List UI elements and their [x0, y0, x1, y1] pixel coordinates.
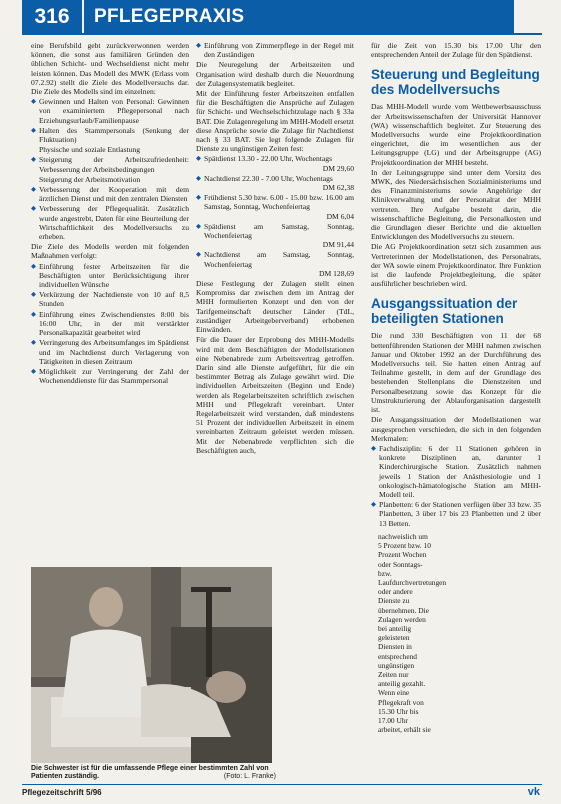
photo-caption [31, 765, 276, 782]
pay-amount: DM 128,69 [318, 268, 354, 278]
col2-paragraph: Für die Dauer der Erprobung des MHH-Modells wird mit dem Beschäftigten der Modellstationen eine Nebenabrede zum Arbeitsvertrag getroffen. Darin sind alle Dienste aufgeführt, für die ein bestimmter Betrag als Zulage gewährt wird. Die individuellen Arbeitszeiten (Beginn und Ende) werden als Regelarbeitszeiten schriftlich zwischen MHH und Pflegekraft vereinbart. Unter Regelarbeitszeit wird verstanden, daß mindestens 51 Prozent der individuellen Arbeitszeit in einem vereinbarten Zeitraum geleistet werden müssen. Mit der Nebenabrede verpflichten sich die Beschäftigten auch, [196, 335, 354, 455]
list-item: ◆ Verbesserung der Pflegequalität. Zusätzlich wurde angestrebt, Daten für eine Beurteilung der Wirtschaftlichkeit des Modellversuchs zu erheben. [31, 204, 189, 241]
journal-name: Pflegezeitschrift 5/96 [22, 788, 102, 797]
pay-item [196, 174, 354, 192]
column-3 [371, 41, 541, 791]
pay-amount: DM 29,60 [322, 163, 354, 173]
header-rule [22, 33, 542, 35]
pay-amount-row [204, 269, 354, 278]
photo-illustration [31, 567, 272, 763]
col1-sub-item: Physische und soziale Entlastung [39, 145, 141, 155]
col3-paragraph: Das MHH-Modell wurde vom Wettbewerbsausschuss der Arbeitswissenschaften der Universität Hannover (WA) wissenschaftlich begleitet. Zur Steuerung des Modellversuchs wurde eine Projektkoordination eingerichtet, die im wesentlichen aus der Leitungsgruppe (LG) und der Arbeitsgruppe (AG) Projektkoordination der MHH besteht. [371, 102, 541, 167]
pay-amount-row [204, 240, 354, 249]
col3-paragraph: Die rund 330 Beschäftigten von 11 der 68 bettenführenden Stationen der MHH nahmen zwischen Januar und Oktober 1992 an der Durchführung des Modellversuchs teil. Sie hatten einen Antrag auf Teilnahme gestellt, in dem auf der Grundlage des bestehenden Stellenplans die Dienstzeiten und Personalbesetzung sowie das Konzept für die Umstrukturierung der Ablauforganisation dargestellt ist. [371, 331, 541, 415]
pay-amount-row [204, 183, 354, 192]
list-item: ◆ Planbetten: 6 der Stationen verfügen über 33 bzw. 35 Planbetten, 3 über 17 bis 23 Planbetten und 2 über 13 Betten. [371, 500, 541, 528]
col1-goal-list-3 [31, 185, 189, 241]
page-footer [22, 784, 542, 801]
list-item: ◆ Einführung fester Arbeitszeiten für die Beschäftigten unter Berücksichtigung ihrer individuellen Wünsche [31, 262, 189, 290]
col3-paragraph: In der Leitungsgruppe sind unter dem Vorsitz des MWK, des Niedersächsischen Sozialministeriums und des Finanzministeriums sowie Angehörige der Klinikverwaltung und der Personalrat der MHH vertreten. Ihre Aufgabe besteht darin, die wissenschaftliche Begleitung, die Personalkosten und die Grundlagen dieser Berichte und die aktuellen Entwicklungen des Modellversuchs zu steuern. [371, 167, 541, 242]
col2-paragraph: Die Neuregelung der Arbeitszeiten und Organisation wird deshalb durch die Neuordnung der Zulagensystematik begleitet. [196, 60, 354, 88]
col1-intro: eine Berufsbild gebt zurückverwonnen werden können, die sonst aus familiären Gründen den üblichen Schicht- und Wechseldienst nicht mehr leisten können. Das Modell des MWK (Erlass vom 07.2.92) stellt die Ziele des Modellversuchs dar. Die Ziele des Modells sind im einzelnen: [31, 41, 189, 97]
pay-list [196, 154, 354, 278]
pay-amount: DM 91,44 [322, 240, 354, 250]
photo-credit: (Foto: L. Franke) [223, 773, 276, 781]
list-item: ◆ Einführung eines Zwischendienstes 8:00 bis 16:00 Uhr, in der mit verstärkter Personalkapazität gearbeitet wird [31, 310, 189, 338]
col1-goal-list-2 [31, 155, 189, 173]
pay-item [196, 154, 354, 172]
pay-item [196, 193, 354, 221]
pay-amount-row [204, 212, 354, 221]
list-item: ◆ Steigerung der Arbeitszufriedenheit: Verbesserung der Arbeitsbedingungen [31, 155, 189, 173]
page-header [0, 0, 561, 33]
list-item: ◆ Gewinnen und Halten von Personal: Gewinnen von examiniertem Pflegepersonal nach Erziehungsurlaub/Familienpause [31, 97, 189, 125]
section-title: PFLEGEPRAXIS [84, 0, 514, 33]
col1-sub-item: Steigerung der Arbeitsmotivation [39, 174, 141, 184]
pay-amount: DM 6,04 [326, 211, 354, 221]
col2-paragraph: Mit der Einführung fester Arbeitszeiten entfallen für die Beschäftigten die Ansprüche auf Zulagen für Schicht- und Wechselschichtzulage nach § 33a BAT. Die Zulagenregelung im MHH-Modell ersetzt diese Ansprüche sowie die Zulage für Nachtdienst nach § 33 BAT. Sie legt folgende Zulagen für Dienste zu ungünstigen Zeiten fest: [196, 89, 354, 154]
column-2 [196, 41, 354, 530]
page-number: 316 [22, 0, 82, 33]
list-item: ◆ Halten des Stammpersonals (Senkung der Fluktuation) [31, 126, 189, 144]
pay-label: Spätdienst 13.30 - 22.00 Uhr, Wochentags [204, 154, 333, 164]
list-item: ◆ Einführung von Zimmerpflege in der Regel mit den Zuständigen [196, 41, 354, 59]
col3-paragraph: Die Ausgangssituation der Modellstationen war ausgesprochen verschieden, die sich in den folgenden Merkmalen: [371, 415, 541, 443]
pay-item [196, 250, 354, 278]
column-1 [31, 41, 189, 560]
pay-amount: DM 62,38 [322, 183, 354, 193]
col3-intro: für die Zeit von 15.30 bis 17.00 Uhr den entsprechenden Anteil der Zulage für den Spätdienst. [371, 41, 541, 60]
caption-text: Die Schwester ist für die umfassende Pflege einer bestimmten Zahl von Patienten zuständig. [31, 765, 269, 781]
col2b-text: nachweislich um 5 Prozent bzw. 10 Prozent Wochen oder Sonntags- bzw. Laufdurchvertretungen oder andere Dienste zu übernehmen. Die Zulagen werden bei anteilig geleisteten Diensten in entsprechend ungünstigen Zeiten nur anteilig gezahlt. Wenn eine Pflegekraft von 15.30 Uhr bis 17.00 Uhr arbeitet, erhält sie [378, 532, 447, 735]
col2-paragraph: Diese Festlegung der Zulagen stellt einen Kompromiss dar zwischen dem im Antrag der MHH formulierten Konzept und den von der Tarifgemeinschaft deutscher Länder (TdL, zuständiger Arbeitgeberverband) erhobenen Einwänden. [196, 279, 354, 335]
col2-bullet-list [196, 41, 354, 59]
list-item: ◆ Verringerung des Arbeitsumfanges im Spätdienst und im Nachtdienst durch Verlagerung von Tätigkeiten in diesen Zeitraum [31, 338, 189, 366]
col3-paragraph: Die AG Projektkoordination setzt sich zusammen aus Vertreterinnen der Modellstationen, des Personalrats, der WA sowie einem Projektkoordinator. Ihre Funktion ist die laufende Projektbegleitung, die später ausführlicher beschrieben wird. [371, 242, 541, 289]
list-item: ◆ Verkürzung der Nachtdienste von 10 auf 8,5 Stunden [31, 290, 189, 308]
pay-amount-row [204, 164, 354, 173]
list-item: ◆ Möglichkeit zur Verringerung der Zahl der Wochenenddienste für das Stammpersonal [31, 367, 189, 385]
subheading-ausgangssituation: Ausgangssituation der beteiligten Stationen [371, 296, 518, 327]
subheading-steuerung: Steuerung und Begleitung des Modellversuchs [371, 67, 540, 98]
pay-label: Frühdienst 5.30 bzw. 6.00 - 15.00 bzw. 16.00 am Samstag, Sonntag, Wochenfeiertag [204, 193, 354, 212]
col1-goal-list [31, 97, 189, 144]
list-item: ◆ Fachdisziplin: 6 der 11 Stationen gehören in konkrete Disziplinen an, darunter 1 Kinderchirurgische Station. Zusätzlich nahmen jeweils 1 Station der Anästhesiologie und 1 onkologisch-hämatologische Station am MHH-Modell teil. [371, 444, 541, 499]
pay-label: Nachtdienst 22.30 - 7.00 Uhr, Wochentags [204, 173, 333, 183]
col1-goals-intro: Die Ziele des Modells werden mit folgenden Maßnahmen verfolgt: [31, 242, 189, 261]
nurse-patient-photo [31, 567, 272, 763]
pay-label: Nachtdienst am Samstag, Sonntag, Wochenfeiertag [204, 250, 354, 269]
col1-measures-list [31, 262, 189, 386]
pay-label: Spätdienst am Samstag, Sonntag, Wochenfeiertag [204, 221, 354, 241]
list-item: ◆ Verbesserung der Kooperation mit dem ärztlichen Dienst und mit den zentralen Diensten [31, 185, 189, 203]
publisher-logo: vk [527, 786, 540, 798]
col3-bullet-list [371, 444, 541, 528]
pay-item [196, 222, 354, 250]
